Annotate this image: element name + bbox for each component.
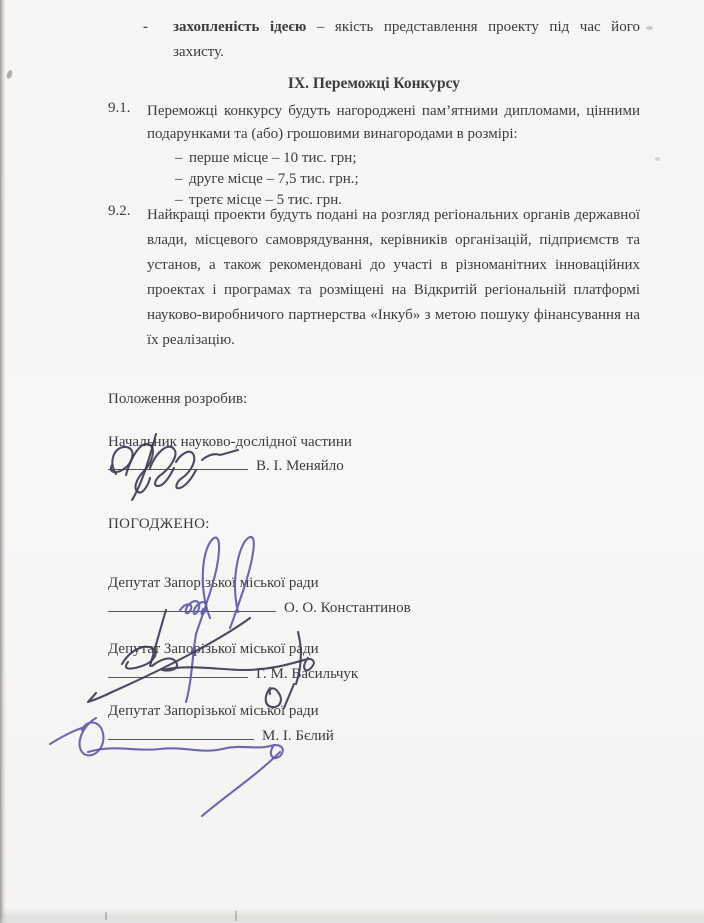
agreed-label: ПОГОДЖЕНО: [108, 516, 210, 532]
clause-text: Найкращі проекти будуть подані на розгляд регіональних органів державної влади, місцевого самоврядування, керівників організацій, підприємств та установ, а також рекомендовані до участі в різноманітних інноваційних проектах і програмах та розміщені на Відкритій регіональній платформі науково-виробничого партнерства «Інкуб» з метою пошуку фінансування на їх реалізацію. [147, 207, 640, 348]
signature-menyaylo-ink [98, 428, 278, 504]
developed-by-label: Положення розробив: [108, 391, 248, 407]
clause-9-2 [108, 203, 640, 353]
intro-term: захопленість ідеєю [173, 19, 307, 35]
list-dash-marker: – [175, 171, 183, 187]
signatory-name-3: М. І. Бєлий [262, 728, 334, 744]
list-dash-marker: – [175, 150, 183, 166]
list-dash-marker: – [175, 192, 183, 208]
section-title: IX. Переможці Конкурсу [287, 75, 461, 92]
scan-speck [6, 69, 14, 79]
intro-bullet-item [143, 15, 640, 65]
prize-item-first [147, 148, 640, 169]
prize-item-second [147, 169, 640, 190]
scan-speck [655, 157, 660, 161]
clause-number: 9.1. [108, 100, 131, 116]
signatory-title-3: Депутат Запорізької міської ради [108, 703, 319, 719]
prize-item-text: перше місце – 10 тис. грн; [189, 150, 357, 166]
signatory-name-1: О. О. Константинов [284, 600, 411, 616]
prize-list [147, 148, 640, 211]
prize-item-text: друге місце – 7,5 тис. грн.; [189, 171, 359, 187]
scan-tick [105, 912, 107, 920]
clause-9-1 [108, 100, 640, 211]
developer-title: Начальник науково-дослідної частини [108, 434, 352, 450]
bullet-dash-marker: - [143, 19, 148, 35]
scan-tick [235, 911, 237, 921]
signatory-name-2: Г. М. Васильчук [256, 666, 359, 682]
signatory-title-2: Депутат Запорізької міської ради [108, 641, 319, 657]
scan-edge-shadow [0, 0, 6, 923]
clause-text: Переможці конкурсу будуть нагороджені пам’ятними дипломами, цінними подарунками та (або) грошовими винагородами в розмірі: [147, 103, 640, 142]
developer-name: В. І. Меняйло [256, 458, 344, 474]
clause-number: 9.2. [108, 203, 131, 219]
scan-speck [646, 26, 653, 30]
intro-definition: – якість представлення проекту під час його захисту. [173, 19, 640, 60]
signature-bielyi-ink [44, 696, 324, 822]
signatory-title-1: Депутат Запорізької міської ради [108, 575, 319, 591]
prize-item-text: третє місце – 5 тис. грн. [189, 192, 343, 208]
